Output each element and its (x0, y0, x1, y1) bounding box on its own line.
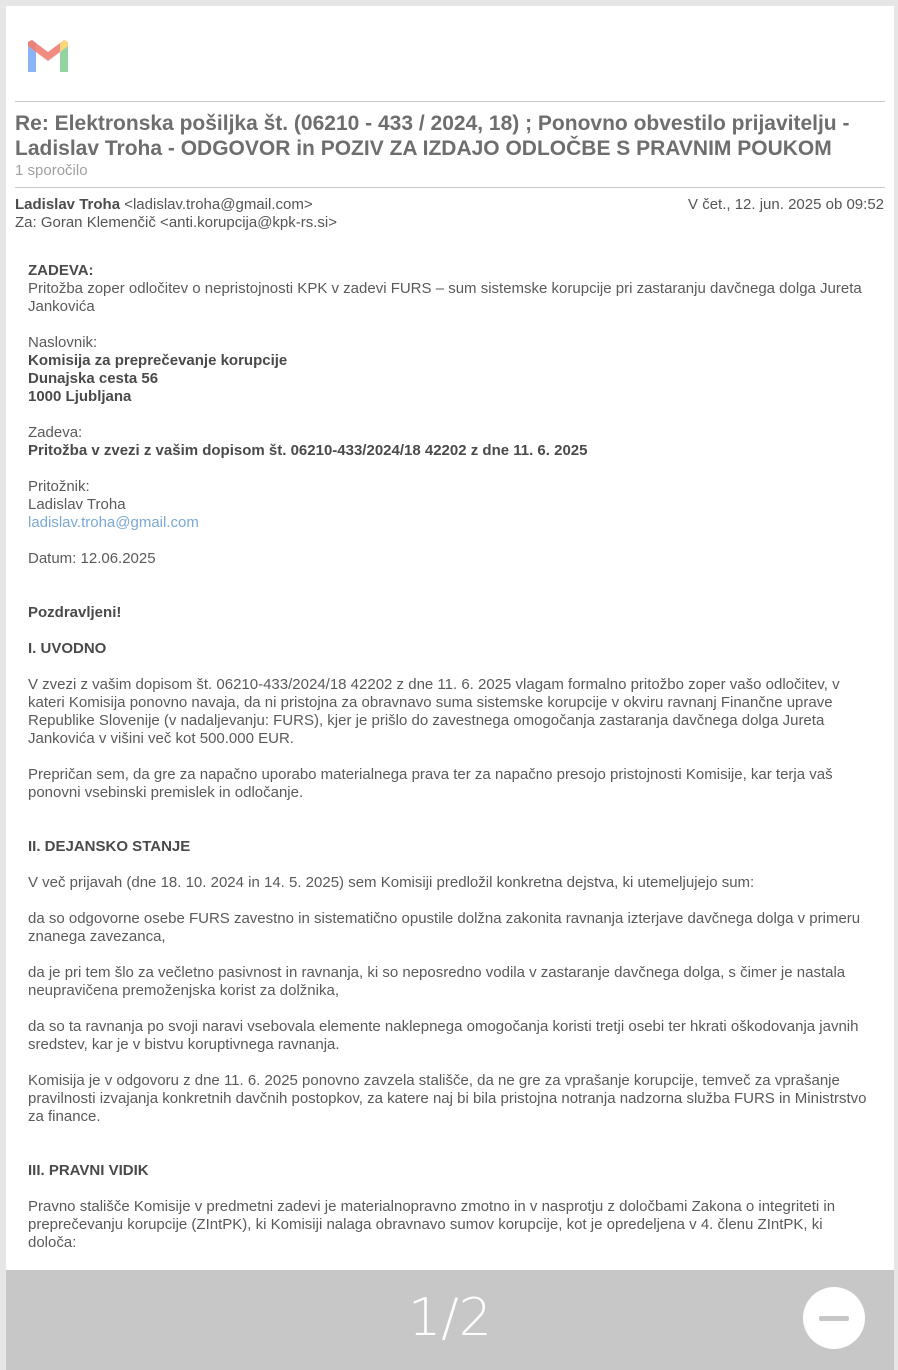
email-print-page (6, 6, 894, 1270)
naslovnik-line: 1000 Ljubljana (28, 388, 132, 405)
section-title: I. UVODNO (28, 640, 107, 657)
message-count: 1 sporočilo (15, 162, 88, 179)
paragraph: da so odgovorne osebe FURS zavestno in sistematično opustile dolžna zakonita ravnanja izterjave davčnega dolga v primeru znanega zavezanca, (28, 910, 861, 945)
zadeva2-text: Pritožba v zvezi z vašim dopisom št. 06210-433/2024/18 42202 z dne 11. 6. 2025 (28, 442, 588, 459)
zadeva-label: ZADEVA: (28, 262, 94, 279)
email-date: V čet., 12. jun. 2025 ob 09:52 (688, 196, 884, 213)
zadeva-text: Pritožba zoper odločitev o nepristojnosti KPK v zadevi FURS – sum sistemske korupcije pri zastaranju davčnega dolga Jureta Jankovića (28, 280, 862, 315)
page-indicator: 1/2 (408, 1288, 492, 1348)
email-body (28, 262, 874, 1252)
viewer-bottom-bar (6, 1270, 894, 1370)
zoom-out-button[interactable] (803, 1287, 865, 1349)
naslovnik-line: Dunajska cesta 56 (28, 370, 159, 387)
sender (15, 196, 313, 213)
pritoznik-email-link[interactable]: ladislav.troha@gmail.com (28, 514, 199, 531)
naslovnik-label: Naslovnik: (28, 334, 98, 351)
divider (15, 187, 885, 188)
paragraph: Pravno stališče Komisije v predmetni zadevi je materialnopravno zmotno in v nasprotju z določbami Zakona o integriteti in preprečevanju korupcije (ZIntPK), ki Komisiji nalaga obravnavo sumov korupcije, kot je opredeljena v 4. členu ZIntPK, ki določa: (28, 1198, 836, 1251)
greeting: Pozdravljeni! (28, 604, 122, 621)
recipient: Za: Goran Klemenčič <anti.korupcija@kpk-rs.si> (15, 214, 338, 231)
email-subject: Re: Elektronska pošiljka št. (06210 - 433 / 2024, 18) ; Ponovno obvestilo prijavitelju - Ladislav Troha - ODGOVOR in POZIV ZA IZDAJO ODLOČBE S PRAVNIM POUKOM (15, 112, 850, 160)
section-title: II. DEJANSKO STANJE (28, 838, 191, 855)
minus-icon (819, 1316, 849, 1321)
sender-name: Ladislav Troha (15, 196, 121, 213)
gmail-logo-icon (24, 36, 72, 76)
datum: Datum: 12.06.2025 (28, 550, 156, 567)
paragraph: Komisija je v odgovoru z dne 11. 6. 2025 ponovno zavzela stališče, da ne gre za vprašanje korupcije, temveč za vprašanje pravilnosti izvajanja konkretnih davčnih postopkov, za katere naj bi bila pristojna notranja nadzorna služba FURS in Ministrstvo za finance. (28, 1072, 867, 1125)
paragraph: da so ta ravnanja po svoji naravi vsebovala elemente naklepnega omogočanja koristi tretji osebi ter hkrati oškodovanja javnih sredstev, kar je v bistvu koruptivnega ravnanja. (28, 1018, 859, 1053)
paragraph: Prepričan sem, da gre za napačno uporabo materialnega prava ter za napačno presojo pristojnosti Komisije, kar terja vaš ponovni vsebinski premislek in odločanje. (28, 766, 833, 801)
zadeva2-label: Zadeva: (28, 424, 83, 441)
divider (15, 101, 885, 102)
section-title: III. PRAVNI VIDIK (28, 1162, 149, 1179)
pritoznik-name: Ladislav Troha (28, 496, 126, 513)
paragraph: V zvezi z vašim dopisom št. 06210-433/2024/18 42202 z dne 11. 6. 2025 vlagam formalno pritožbo zoper vašo odločitev, v kateri Komisija ponovno navaja, da ni pristojna za obravnavo suma sistemske korupcije v okviru ravnanj Finančne uprave Republike Slovenije (v nadaljevanju: FURS), kjer je prišlo do zavestnega omogočanja zastaranja davčnega dolga Jureta Jankovića v višini več kot 500.000 EUR. (28, 676, 840, 747)
paragraph: da je pri tem šlo za večletno pasivnost in ravnanja, ki so neposredno vodila v zastaranje davčnega dolga, s čimer je nastala neupravičena premoženjska korist za dolžnika, (28, 964, 846, 999)
pritoznik-label: Pritožnik: (28, 478, 90, 495)
paragraph: V več prijavah (dne 18. 10. 2024 in 14. 5. 2025) sem Komisiji predložil konkretna dejstva, ki utemeljujejo sum: (28, 874, 755, 891)
sender-email: <ladislav.troha@gmail.com> (124, 196, 313, 213)
naslovnik-line: Komisija za preprečevanje korupcije (28, 352, 288, 369)
